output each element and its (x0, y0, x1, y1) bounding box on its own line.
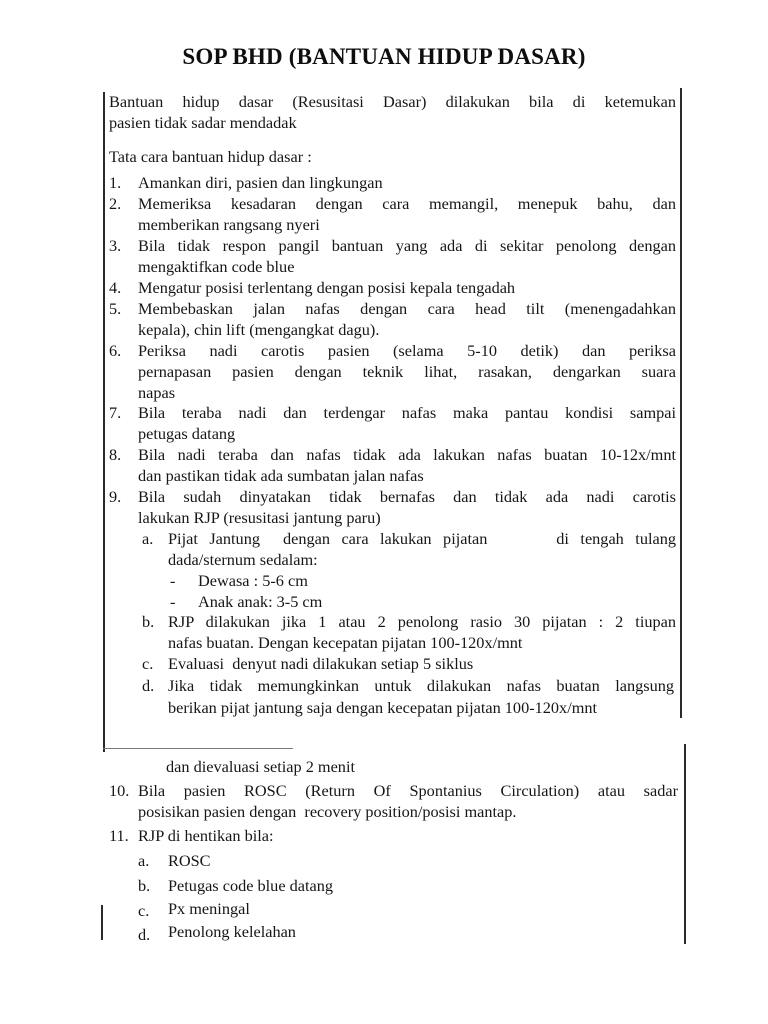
step-6-line-3: napas (138, 383, 176, 402)
step-number: 10. (109, 781, 130, 800)
substep-letter: a. (138, 851, 150, 870)
step-2-line-1: Memeriksa kesadaran dengan cara memangil, menepuk bahu, dan (138, 194, 676, 213)
substep-letter: a. (142, 529, 154, 548)
step-10-line-2: posisikan pasien dengan recovery position/posisi mantap. (138, 802, 517, 821)
step-6-line-1: Periksa nadi carotis pasien (selama 5-10 detik) dan periksa (138, 341, 676, 360)
step-number: 1. (109, 173, 122, 192)
stop-condition-a: ROSC (168, 851, 211, 870)
step-number: 5. (109, 299, 122, 318)
step-5-line-2: kepala), chin lift (mengangkat dagu). (138, 320, 380, 339)
substep-b-line-2: nafas buatan. Dengan kecepatan pijatan 100-120x/mnt (168, 633, 523, 652)
substep-letter: c. (142, 654, 154, 673)
step-8-line-2: dan pastikan tidak ada sumbatan jalan nafas (138, 466, 424, 485)
frame-page-break-line (103, 748, 293, 749)
step-number: 11. (109, 826, 129, 845)
procedure-heading: Tata cara bantuan hidup dasar : (109, 147, 312, 166)
step-3-line-1: Bila tidak respon pangil bantuan yang ada di sekitar penolong dengan (138, 236, 676, 255)
substep-letter: c. (138, 901, 150, 920)
step-5-line-1: Membebaskan jalan nafas dengan cara head tilt (menengadahkan (138, 299, 676, 318)
continuation-line: dan dievaluasi setiap 2 menit (166, 757, 355, 776)
frame-right-line-bottom (684, 744, 686, 944)
depth-item-child: Anak anak: 3-5 cm (198, 592, 323, 611)
frame-right-line-top (680, 88, 682, 718)
substep-b-line-1: RJP dilakukan jika 1 atau 2 penolong rasio 30 pijatan : 2 tiupan (168, 612, 676, 631)
step-11-line-1: RJP di hentikan bila: (138, 826, 274, 845)
step-1-line-1: Amankan diri, pasien dan lingkungan (138, 173, 383, 192)
substep-letter: b. (142, 612, 155, 631)
substep-a-line-2: dada/sternum sedalam: (168, 550, 318, 569)
stop-condition-d: Penolong kelelahan (168, 922, 296, 941)
frame-left-line-top (103, 92, 105, 752)
step-number: 9. (109, 487, 122, 506)
substep-letter: d. (138, 925, 151, 944)
step-6-line-2: pernapasan pasien dengan teknik lihat, rasakan, dengarkan suara (138, 362, 676, 381)
substep-d-line-2: berikan pijat jantung saja dengan kecepatan pijatan 100-120x/mnt (168, 698, 598, 717)
step-9-line-2: lakukan RJP (resusitasi jantung paru) (138, 508, 381, 527)
step-number: 2. (109, 194, 122, 213)
step-number: 7. (109, 403, 122, 422)
step-8-line-1: Bila nadi teraba dan nafas tidak ada lakukan nafas buatan 10-12x/mnt (138, 445, 676, 464)
substep-letter: d. (142, 676, 155, 695)
substep-c-line-1: Evaluasi denyut nadi dilakukan setiap 5 siklus (168, 654, 474, 673)
bullet-dash: - (170, 571, 176, 590)
intro-line-2: pasien tidak sadar mendadak (109, 113, 297, 132)
step-7-line-1: Bila teraba nadi dan terdengar nafas maka pantau kondisi sampai (138, 403, 676, 422)
step-2-line-2: memberikan rangsang nyeri (138, 215, 320, 234)
substep-a-line-1: Pijat Jantung dengan cara lakukan pijatan di tengah tulang (168, 529, 676, 548)
intro-line-1: Bantuan hidup dasar (Resusitasi Dasar) dilakukan bila di ketemukan (109, 92, 676, 111)
bullet-dash: - (170, 592, 176, 611)
step-number: 8. (109, 445, 122, 464)
stop-condition-b: Petugas code blue datang (168, 876, 334, 895)
step-4-line-1: Mengatur posisi terlentang dengan posisi kepala tengadah (138, 278, 516, 297)
depth-item-adult: Dewasa : 5-6 cm (198, 571, 308, 590)
step-9-line-1: Bila sudah dinyatakan tidak bernafas dan tidak ada nadi carotis (138, 487, 676, 506)
frame-left-line-bottom (101, 905, 103, 940)
stop-condition-c: Px meningal (168, 899, 250, 918)
document-title: SOP BHD (BANTUAN HIDUP DASAR) (182, 44, 586, 69)
step-number: 3. (109, 236, 122, 255)
step-number: 4. (109, 278, 122, 297)
substep-letter: b. (138, 876, 151, 895)
step-number: 6. (109, 341, 122, 360)
step-10-line-1: Bila pasien ROSC (Return Of Spontanius Circulation) atau sadar (138, 781, 678, 800)
substep-d-line-1: Jika tidak memungkinkan untuk dilakukan nafas buatan langsung (168, 676, 674, 695)
step-7-line-2: petugas datang (138, 424, 236, 443)
step-3-line-2: mengaktifkan code blue (138, 257, 295, 276)
